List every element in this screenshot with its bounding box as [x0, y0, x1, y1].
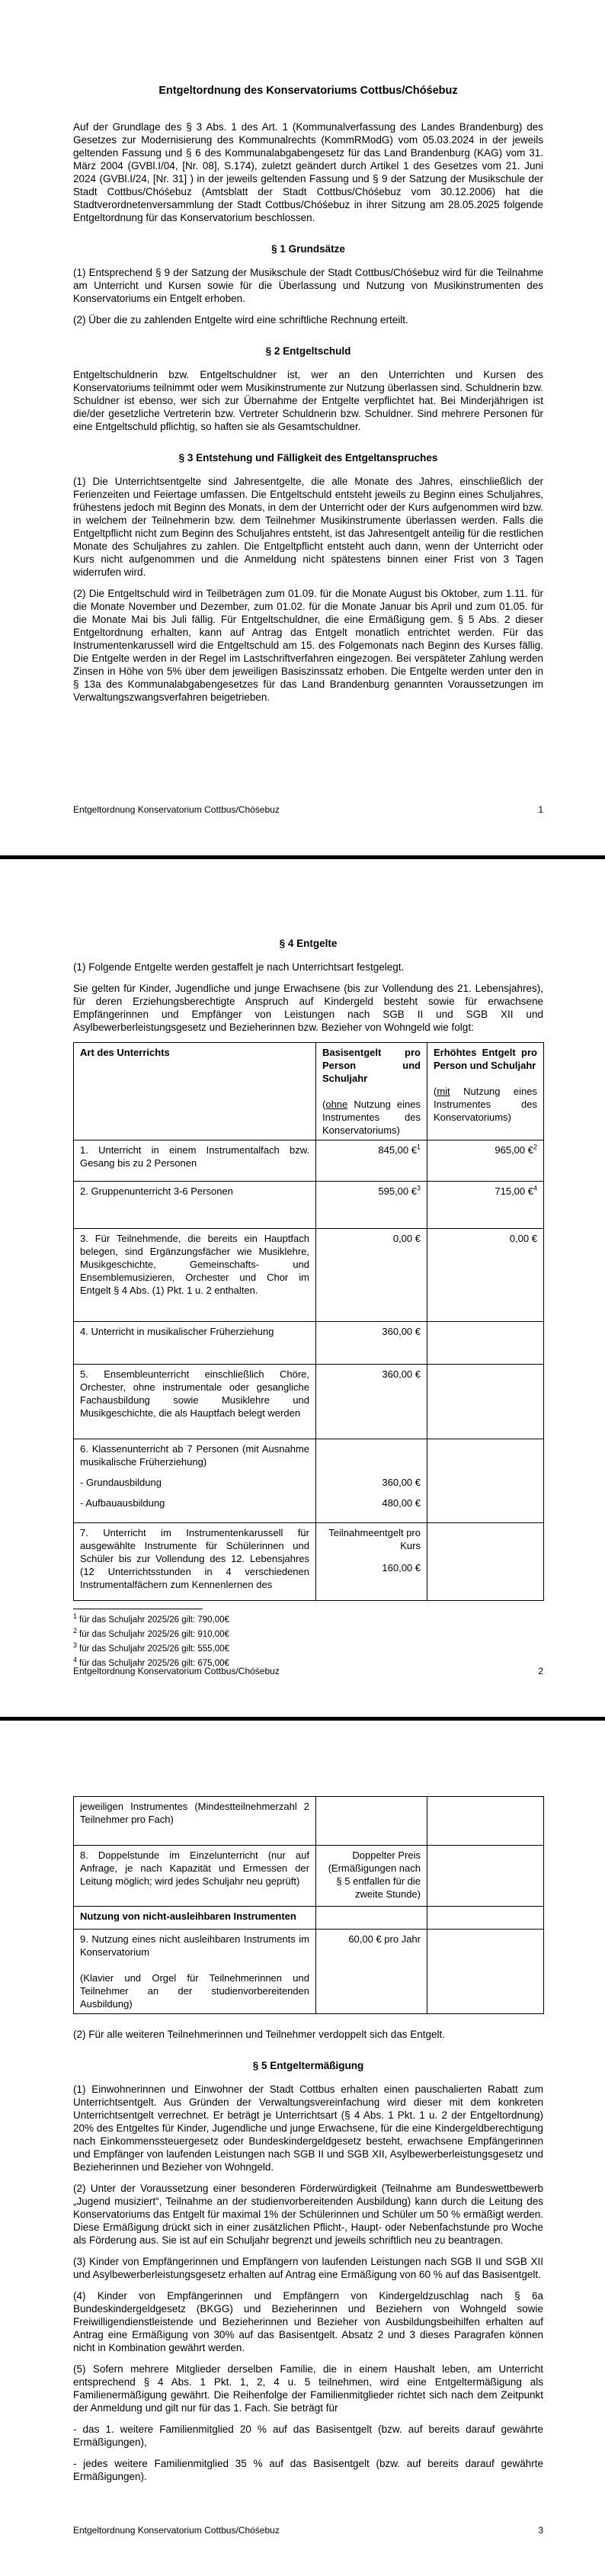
table-section-row — [74, 1907, 544, 1930]
underlined-word: mit — [437, 1086, 450, 1097]
dash-item: - jedes weitere Familienmitglied 35 % auf das Basisentgelt (bzw. auf bereits darauf gewährte Ermäßigungen). — [73, 2458, 543, 2482]
intro-paragraph: Auf der Grundlage des § 3 Abs. 1 des Art. 1 (Kommunalverfassung des Landes Brandenburg) des Gesetzes zur Modernisierung des Kommunalrechts (KommRModG) vom 05.03.2024 in der jeweils geltenden Fassung und § 6 des Kommunalabgabengesetz für das Land Brandenburg (KAG) vom 31. März 2004 (GVBl.I/04, [Nr. 08], S.174), zuletzt geändert durch Artikel 1 des Gesetzes vom 21. Juni 2024 (GVBl.I/24, [Nr. 31] ) in der jeweils geltenden Fassung und § 9 der Satzung der Musikschule der Stadt Cottbus/Chóśebuz (Amtsblatt der Stadt Cottbus/Chóśebuz vom 30.12.2006) hat die Stadtverordnetenversammlung der Stadt Cottbus/Chóśebuz in ihrer Sitzung am 28.05.2025 folgende Entgeltordnung für das Konservatorium beschlossen. — [73, 121, 543, 223]
table-cell-label: 8. Doppelstunde im Einzelunterricht (nur auf Anfrage, je nach Kapazität und Ermessen der Leitung möglich; wird jedes Schuljahr neu geprüft) — [74, 1846, 316, 1907]
table-cell-basis: 360,00 € — [316, 1365, 427, 1439]
page-2 — [0, 859, 605, 1717]
table-cell-basis — [316, 1907, 427, 1930]
sub-item-value: 480,00 € — [382, 1497, 421, 1509]
table-cell-erhoeht — [427, 1846, 544, 1907]
table-section-label: Nutzung von nicht-ausleihbaren Instrumenten — [74, 1907, 316, 1930]
paragraph: (2) Über die zu zahlenden Entgelte wird eine schriftliche Rechnung erteilt. — [73, 314, 408, 326]
table-row — [74, 1229, 544, 1322]
table-cell-label: 9. Nutzung eines nicht ausleihbaren Instruments im Konservatorium (Klavier und Orgel für Teilnehmerinnen und Teilnehmer an der studienvorbereitenden Ausbildung) — [74, 1930, 316, 2014]
paragraph: (5) Sofern mehrere Mitglieder derselben Familie, die in einem Haushalt leben, am Unterricht entsprechend § 4 Abs. 1 Pkt. 1, 2, 4 u. 5 teilnehmen, wird eine Entgeltermäßigung als Familienermäßigung gewährt. Die Reihenfolge der Familienmitglieder richtet sich nach dem Zeitpunkt der Anmeldung und gilt nur für das 1. Fach. Sie beträgt für — [73, 2363, 543, 2414]
footnotes-block — [73, 1609, 543, 1671]
table-cell-erhoeht — [427, 1930, 544, 2014]
section-2-heading: § 2 Entgeltschuld — [265, 345, 351, 357]
paragraph: (2) Für alle weiteren Teilnehmerinnen und Teilnehmer verdoppelt sich das Entgelt. — [73, 2029, 446, 2040]
table-cell-erhoeht: 965,00 €$^2$ — [427, 1140, 544, 1182]
section-1-heading: § 1 Grundsätze — [271, 243, 345, 255]
footnote-ref: 1 — [416, 1143, 421, 1151]
table-cell-basis: 595,00 €$^3$ — [316, 1182, 427, 1229]
table-row — [74, 1365, 544, 1439]
table-row — [74, 1846, 544, 1907]
footnote: $^1$ für das Schuljahr 2025/26 gilt: 790,00€ — [73, 1612, 229, 1625]
table-header-cell-erhoeht: Erhöhtes Entgelt pro Person und Schuljahr (mit Nutzung eines Instrumentes des Konservatoriums) — [427, 1043, 544, 1140]
table-cell-label: 1. Unterricht in einem Instrumentalfach bzw. Gesang bis zu 2 Personen — [74, 1140, 316, 1182]
footnote-ref: 2 — [533, 1143, 537, 1151]
table-header-subtext: (ohne Nutzung eines Instrumentes des Konservatoriums) — [322, 1099, 421, 1136]
table-cell-erhoeht: 715,00 €$^4$ — [427, 1182, 544, 1229]
paragraph: (2) Die Entgeltschuld wird in Teilbeträgen zum 01.09. für die Monate August bis Oktober, zum 1.11. für die Monate November und Dezember, zum 01.02. für die Monate Januar bis April und zum 01.05. für die Monate Mai bis Juli fällig. Für Entgeltschuldner, die eine Ermäßigung gem. § 5 Abs. 2 dieser Entgeltordnung erhalten, kann auf Antrag das Entgelt monatlich entrichtet werden. Für das Instrumentenkarussell wird die Entgeltschuld am 15. des Folgemonats nach Beginn des Kurses fällig. Die Entgelte werden in der Regel im Lastschriftverfahren eingezogen. Bei verspäteter Zahlung werden Zinsen in Höhe von 5% über dem jeweiligen Basiszinssatz erhoben. Die Entgelte werden unter den in § 13a des Kommunalabgabengesetzes für das Land Brandenburg genannten Voraussetzungen im Verwaltungszwangsverfahren beigetrieben. — [73, 588, 543, 703]
footnote-number: 1 — [73, 1612, 78, 1621]
footnote-number: 4 — [73, 1656, 78, 1664]
table-cell-erhoeht — [427, 1439, 544, 1523]
table-row — [74, 1182, 544, 1229]
section-4-heading: § 4 Entgelte — [279, 938, 338, 949]
table-cell-basis — [316, 1797, 427, 1846]
section-5-heading: § 5 Entgeltermäßigung — [252, 2060, 364, 2071]
table-cell-basis: 0,00 € — [316, 1229, 427, 1322]
table-cell-basis: 845,00 €$^1$ — [316, 1140, 427, 1182]
page-footer — [73, 1666, 543, 1677]
table-header-cell-basis: Basisentgelt pro Person und Schuljahr (ohne Nutzung eines Instrumentes des Konservatoriums) — [316, 1043, 427, 1140]
table-cell-label: 4. Unterricht in musikalischer Früherziehung — [74, 1322, 316, 1365]
table-cell-erhoeht — [427, 1523, 544, 1601]
table-header-subtext: (mit Nutzung eines Instrumentes des Konservatoriums) — [434, 1086, 537, 1123]
footnote: $^2$ für das Schuljahr 2025/26 gilt: 910,00€ — [73, 1627, 229, 1639]
paragraph: (1) Einwohnerinnen und Einwohner der Stadt Cottbus erhalten einen pauschalierten Rabatt zum Unterrichtsentgelt. Aus Gründen der Verwaltungsvereinfachung wird dieser mit dem konkreten Unterrichtsentgelt verrechnet. Er beträgt je Unterrichtsart (§ 4 Abs. 1 Pkt. 1 u. 2 der Entgeltordnung) 20% des Entgeltes für Kinder, Jugendliche und junge Erwachsene, für die eine Kindergeldberechtigung nach Einkommenssteuergesetz oder Bundeskindergeldgesetz besteht, erwachsene Empfängerinnen und Empfänger von laufenden Leistungen nach SGB II und SGB XII, Asylbewerberleistungsgesetz und Bezieherinnen und Bezieher von Wohngeld. — [73, 2084, 543, 2173]
paragraph: (3) Kinder von Empfängerinnen und Empfängern von laufenden Leistungen nach SGB II und SGB XII und Asylbewerberleistungsgesetz erhalten auf Antrag eine Ermäßigung von 60 % auf das Basisentgelt. — [73, 2256, 543, 2280]
page-footer — [73, 2525, 543, 2536]
footnote: $^4$ für das Schuljahr 2025/26 gilt: 675,00€ — [73, 1656, 229, 1668]
table-cell-erhoeht — [427, 1365, 544, 1439]
table-row — [74, 1140, 544, 1182]
paragraph: Entgeltschuldnerin bzw. Entgeltschuldner ist, wer an den Unterrichten und Kursen des Konservatoriums teilnimmt oder wem Musikinstrumente zur Nutzung überlassen sind. Schuldnerin bzw. Schuldner ist ebenso, wer sich zur Übernahme der Entgelte verpflichtet hat. Bei Minderjährigen ist die/der gesetzliche Vertreterin bzw. Vertreter Schuldnerin bzw. Schuldner. Sind mehrere Personen für eine Entgeltschuld pflichtig, so haften sie als Gesamtschuldner. — [73, 369, 543, 432]
table-row — [74, 1322, 544, 1365]
paragraph: (4) Kinder von Empfängerinnen und Empfängern von Kindergeldzuschlag nach § 6a Bundeskindergeldgesetz (BKGG) und Bezieherinnen und Beziehern von Wohngeld sowie Freiwilligendienstleistende und Bezieherinnen und Bezieher von Ausbildungsbeihilfen erhalten auf Antrag eine Ermäßigung von 30% auf das Basisentgelt. Absatz 2 und 3 dieses Paragrafen können nicht in Kombination gewährt werden. — [73, 2290, 543, 2353]
table-cell-basis: Doppelter Preis (Ermäßigungen nach § 5 entfallen für die zweite Stunde) — [316, 1846, 427, 1907]
underlined-word: ohne — [325, 1099, 348, 1110]
table-cell-label-note: (Klavier und Orgel für Teilnehmerinnen und Teilnehmer an der studienvorbereitenden Ausbildung) — [80, 1972, 309, 2010]
table-cell-label: 7. Unterricht im Instrumentenkarussell für ausgewählte Instrumente für Schülerinnen und Schüler bis zur Vollendung des 12. Lebensjahres (12 Unterrichtsstunden in 4 verschiedenen Instrumentalfächern zum Kennenlernen des — [74, 1523, 316, 1601]
table-cell-label: 6. Klassenunterricht ab 7 Personen (mit Ausnahme musikalische Früherziehung) - Grundausbildung - Aufbauausbildung — [74, 1439, 316, 1523]
footnote-ref: 3 — [416, 1184, 421, 1192]
table-row — [74, 1523, 544, 1601]
footer-title: Entgeltordnung Konservatorium Cottbus/Chóśebuz — [73, 804, 280, 815]
table-cell-erhoeht: 0,00 € — [427, 1229, 544, 1322]
paragraph: (1) Entsprechend § 9 der Satzung der Musikschule der Stadt Cottbus/Chóśebuz wird für die Teilnahme am Unterricht und Kursen sowie für die Überlassung und Nutzung von Musikinstrumenten des Konservatoriums ein Entgelt erhoben. — [73, 267, 543, 304]
table-cell-label: 5. Ensembleunterricht einschließlich Chöre, Orchester, ohne instrumentale oder gesangliche Fachausbildung sowie Musiklehre und Musikgeschichte, die als Hauptfach belegt werden — [74, 1365, 316, 1439]
fees-table-continued — [73, 1796, 544, 2014]
footer-title: Entgeltordnung Konservatorium Cottbus/Chóśebuz — [73, 2525, 280, 2536]
paragraph: Sie gelten für Kinder, Jugendliche und junge Erwachsene (bis zur Vollendung des 21. Lebensjahres), für deren Erziehungsberechtigte Anspruch auf Kindergeld besteht sowie für erwachsene Empfängerinnen und Empfänger von Leistungen nach SGB II und SGB XII und Asylbewerberleistungsgesetz und Bezieherinnen bzw. Bezieher von Wohngeld wie folgt: — [73, 983, 543, 1033]
page-number: 1 — [538, 804, 543, 815]
page-number: 2 — [538, 1666, 543, 1676]
paragraph: (2) Unter der Voraussetzung einer besonderen Förderwürdigkeit (Teilnahme am Bundeswettbewerb „Jugend musiziert“, Teilnahme an der studienvorbereitenden Ausbildung) kann durch die Leitung des Konservatoriums das Entgelt für maximal 1% der Schülerinnen und Schüler um 50 % ermäßigt werden. Diese Ermäßigung drückt sich in einer zusätzlichen Pflicht-, Haupt- oder Nebenfachstunde pro Woche als Förderung aus. Sie ist auf ein Schuljahr begrenzt und jeweils schriftlich neu zu beantragen. — [73, 2183, 543, 2246]
table-cell-erhoeht — [427, 1907, 544, 1930]
footnote-number: 2 — [73, 1627, 78, 1635]
table-row — [74, 1930, 544, 2014]
footnote-ref: 4 — [533, 1184, 537, 1192]
table-row — [74, 1797, 544, 1846]
table-cell-erhoeht — [427, 1322, 544, 1365]
paragraph: (1) Die Unterrichtsentgelte sind Jahresentgelte, die alle Monate des Jahres, einschließlich der Ferienzeiten und Feiertage umfassen. Die Entgeltschuld entsteht jeweils zu Beginn eines Schuljahres, frühestens jedoch mit Beginn des Monats, in dem der Unterricht oder der Kurs aufgenommen wird bzw. in welchem der Teilnehmerin bzw. dem Teilnehmer Musikinstrumente überlassen werden. Falls die Entgeltpflicht nicht zum Beginn des Schuljahres entsteht, ist das Jahresentgelt anteilig für die restlichen Monate des Schuljahres zu zahlen. Die Entgeltpflicht entsteht auch dann, wenn der Unterricht oder Kurs nicht aufgenommen und die Anmeldung nicht spätestens binnen einer Frist von 3 Tagen widerrufen wird. — [73, 476, 543, 578]
page-1 — [0, 0, 605, 855]
table-cell-label: 3. Für Teilnehmende, die bereits ein Hauptfach belegen, sind Ergänzungsfächer wie Musiklehre, Musikgeschichte, Gemeinschafts- und Ensemblemusizieren, Orchester und Chor im Entgelt § 4 Abs. (1) Pkt. 1 u. 2 enthalten. — [74, 1229, 316, 1322]
sub-item-value: 360,00 € — [382, 1477, 421, 1488]
table-header-cell-art: Art des Unterrichts — [74, 1043, 316, 1140]
footnote: $^3$ für das Schuljahr 2025/26 gilt: 555,00€ — [73, 1641, 229, 1654]
section-3-heading: § 3 Entstehung und Fälligkeit des Entgeltanspruches — [178, 452, 438, 464]
table-cell-basis: Teilnahmeentgelt pro Kurs 160,00 € — [316, 1523, 427, 1601]
page-number: 3 — [538, 2525, 543, 2536]
document-title: Entgeltordnung des Konservatoriums Cottbus/Chóśebuz — [158, 85, 458, 97]
page-footer — [73, 804, 543, 816]
table-cell-label: jeweiligen Instrumentes (Mindestteilnehmerzahl 2 Teilnehmer pro Fach) — [74, 1797, 316, 1846]
table-header-row — [74, 1043, 544, 1140]
fees-table — [73, 1042, 544, 1601]
dash-item: - das 1. weitere Familienmitglied 20 % auf das Basisentgelt (bzw. auf bereits darauf gewährte Ermäßigungen), — [73, 2424, 543, 2448]
footer-title: Entgeltordnung Konservatorium Cottbus/Chóśebuz — [73, 1666, 280, 1676]
table-cell-basis: 360,00 € — [316, 1322, 427, 1365]
table-cell-basis — [316, 1439, 427, 1523]
table-row — [74, 1439, 544, 1523]
sub-item: - Grundausbildung — [80, 1477, 162, 1488]
sub-item: - Aufbauausbildung — [80, 1497, 165, 1509]
table-cell-erhoeht — [427, 1797, 544, 1846]
table-cell-basis: 60,00 € pro Jahr — [316, 1930, 427, 2014]
page-3 — [0, 1721, 605, 2576]
footnote-number: 3 — [73, 1641, 78, 1650]
paragraph: (1) Folgende Entgelte werden gestaffelt je nach Unterrichtsart festgelegt. — [73, 961, 405, 973]
table-cell-label: 2. Gruppenunterricht 3-6 Personen — [74, 1182, 316, 1229]
